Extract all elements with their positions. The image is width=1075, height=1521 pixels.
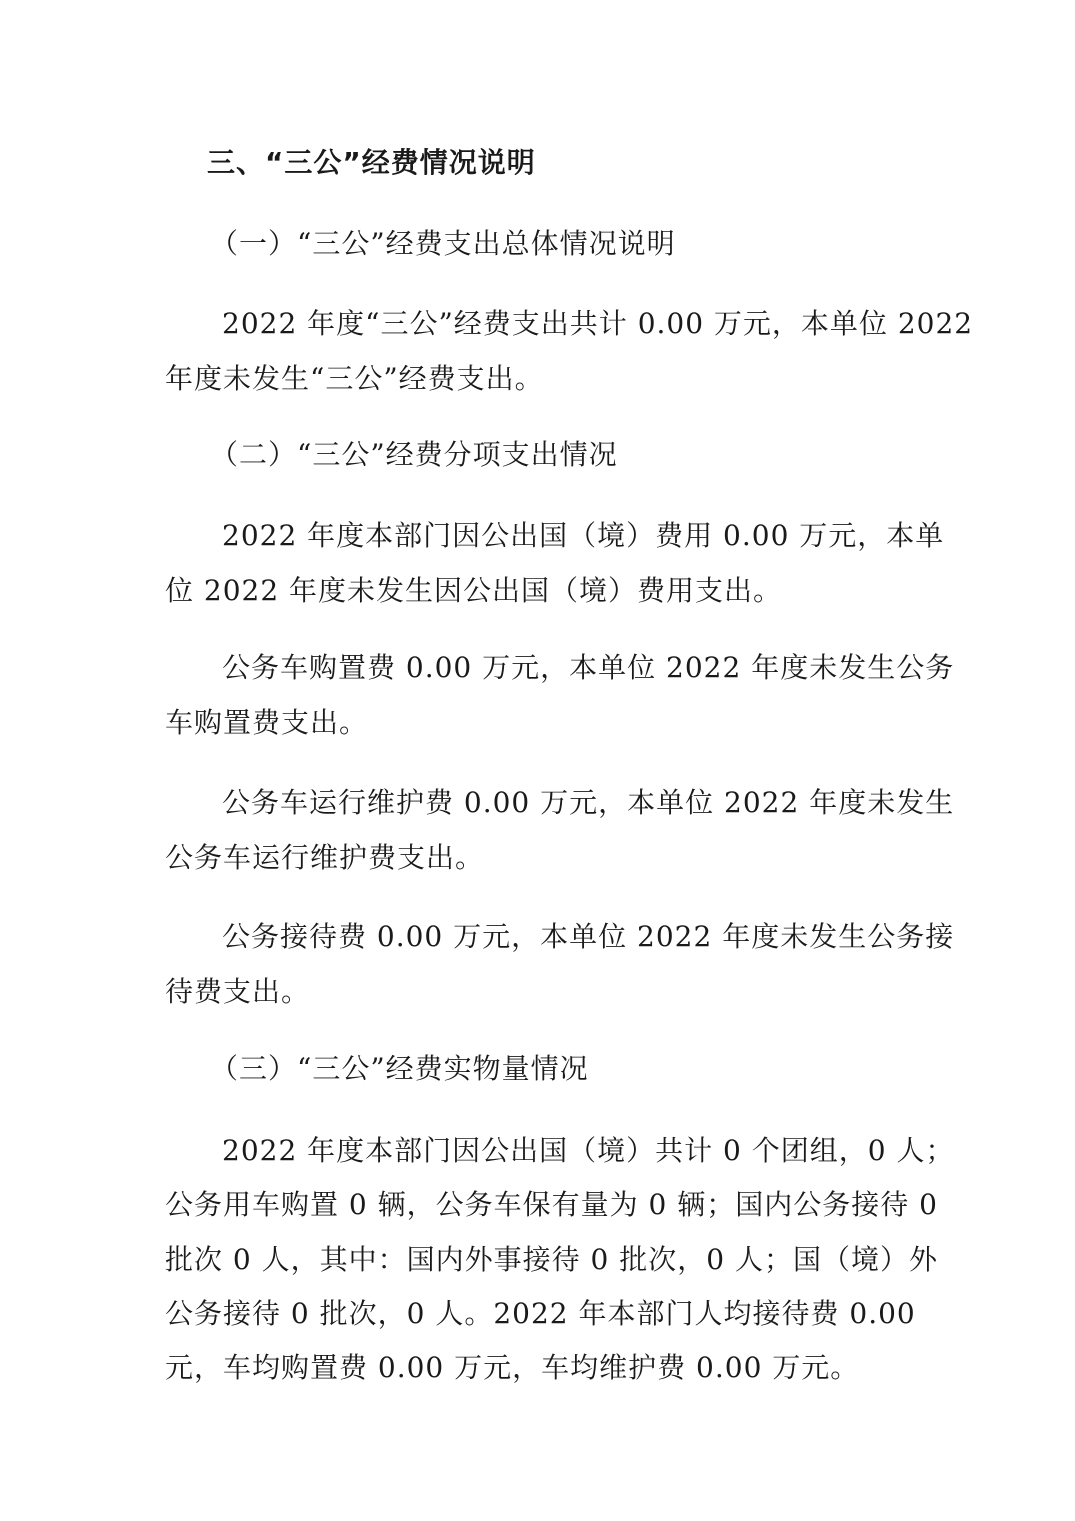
paragraph-line: 公务接待 0 批次，0 人。2022 年本部门人均接待费 0.00 [165,1297,916,1330]
paragraph-line: 公务接待费 0.00 万元，本单位 2022 年度未发生公务接 [222,920,955,953]
subsection-heading-2: （二）“三公”经费分项支出情况 [210,438,618,471]
paragraph-line: 位 2022 年度未发生因公出国（境）费用支出。 [165,574,783,607]
paragraph-line: 公务车购置费 0.00 万元，本单位 2022 年度未发生公务 [222,651,955,684]
subsection-heading-3: （三）“三公”经费实物量情况 [210,1052,589,1085]
paragraph-line: 年度未发生“三公”经费支出。 [165,362,544,395]
paragraph-line: 2022 年度本部门因公出国（境）费用 0.00 万元，本单 [222,519,945,552]
paragraph-line: 元，车均购置费 0.00 万元，车均维护费 0.00 万元。 [165,1351,860,1384]
paragraph-line: 2022 年度“三公”经费支出共计 0.00 万元，本单位 2022 [222,307,974,340]
paragraph-line: 2022 年度本部门因公出国（境）共计 0 个团组，0 人； [222,1134,955,1167]
section-title: 三、“三公”经费情况说明 [207,146,536,179]
paragraph-line: 公务车运行维护费支出。 [165,841,485,874]
paragraph-line: 车购置费支出。 [165,706,369,739]
subsection-heading-1: （一）“三公”经费支出总体情况说明 [210,227,676,260]
paragraph-line: 批次 0 人，其中：国内外事接待 0 批次，0 人；国（境）外 [165,1243,938,1276]
paragraph-line: 公务用车购置 0 辆，公务车保有量为 0 辆；国内公务接待 0 [165,1188,938,1221]
paragraph-line: 待费支出。 [165,975,311,1008]
paragraph-line: 公务车运行维护费 0.00 万元，本单位 2022 年度未发生 [222,786,955,819]
